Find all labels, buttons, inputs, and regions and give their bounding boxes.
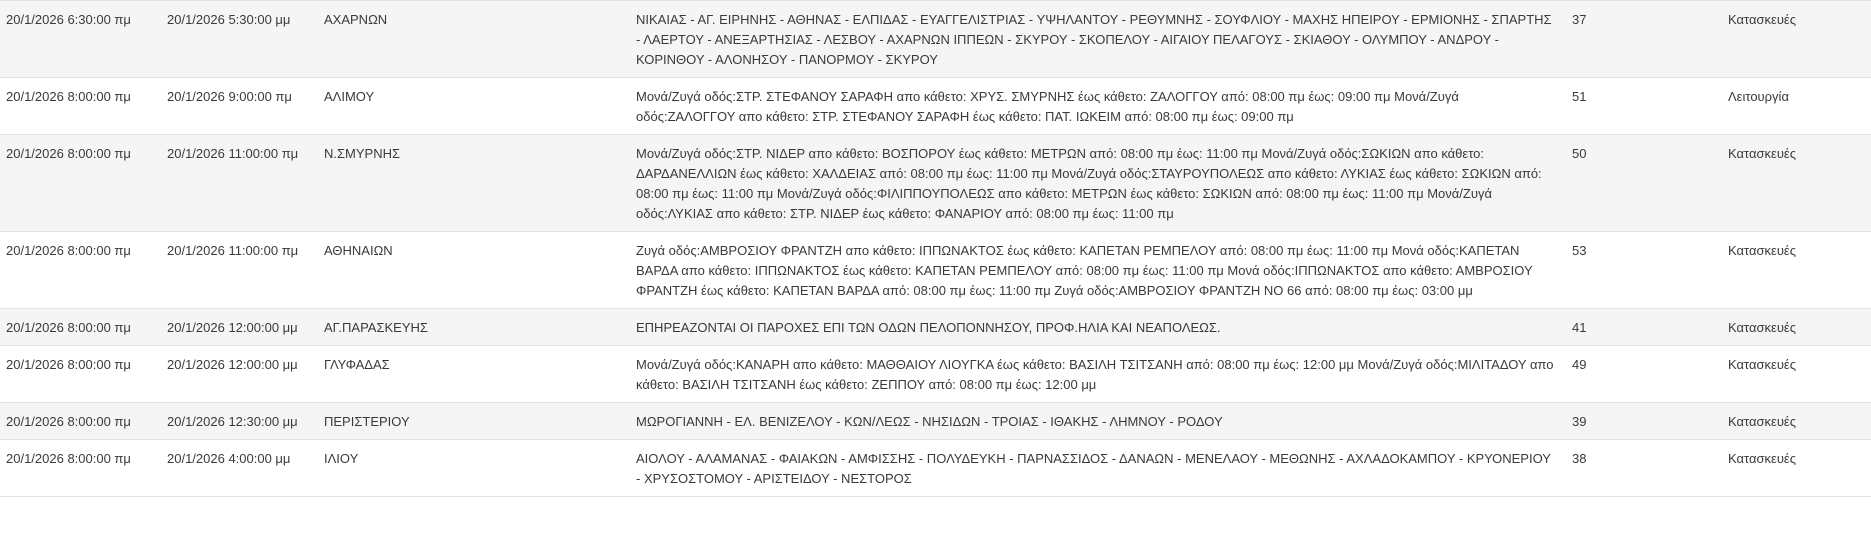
streets-cell: Ζυγά οδός:ΑΜΒΡΟΣΙΟΥ ΦΡΑΝΤΖΗ απο κάθετο: ΙΠΠΩΝΑΚΤΟΣ έως κάθετο: ΚΑΠΕΤΑΝ ΡΕΜΠΕΛΟΥ από: 08:00 πμ έως: 11:00 πμ Μονά οδός:ΚΑΠΕΤΑΝ ΒΑΡΔΑ απο κάθετο: ΙΠΠΩΝΑΚΤΟΣ έως κάθετο: ΚΑΠΕΤΑΝ ΡΕΜΠΕΛΟΥ από: 08:00 πμ έως: 11:00 πμ Μονά οδός:ΙΠΠΩΝΑΚΤΟΣ απο κάθετο: ΑΜΒΡΟΣΙΟΥ ΦΡΑΝΤΖΗ έως κάθετο: ΚΑΠΕΤΑΝ ΒΑΡΔΑ από: 08:00 πμ έως: 11:00 πμ Ζυγά οδός:ΑΜΒΡΟΣΙΟΥ ΦΡΑΝΤΖΗ ΝΟ 66 από: 08:00 πμ έως: 03:00 μμ xyxy=(636,243,1533,298)
table-row xyxy=(0,232,1871,309)
streets-cell: ΕΠΗΡΕΑΖΟΝΤΑΙ ΟΙ ΠΑΡΟΧΕΣ ΕΠΙ ΤΩΝ ΟΔΩΝ ΠΕΛΟΠΟΝΝΗΣΟΥ, ΠΡΟΦ.ΗΛΙΑ ΚΑΙ ΝΕΑΠΟΛΕΩΣ. xyxy=(636,320,1221,335)
area-cell: ΠΕΡΙΣΤΕΡΙΟΥ xyxy=(324,414,410,429)
area-cell: ΑΧΑΡΝΩΝ xyxy=(324,12,388,27)
streets-cell: Μονά/Ζυγά οδός:ΣΤΡ. ΝΙΔΕΡ απο κάθετο: ΒΟΣΠΟΡΟΥ έως κάθετο: ΜΕΤΡΩΝ από: 08:00 πμ έως: 11:00 πμ Μονά/Ζυγά οδός:ΣΩΚΙΩΝ απο κάθετο: ΔΑΡΔΑΝΕΛΛΙΩΝ έως κάθετο: ΧΑΛΔΕΙΑΣ από: 08:00 πμ έως: 11:00 πμ Μονά/Ζυγά οδός:ΣΤΑΥΡΟΥΠΟΛΕΩΣ απο κάθετο: ΛΥΚΙΑΣ έως κάθετο: ΣΩΚΙΩΝ από: 08:00 πμ έως: 11:00 πμ Μονά/Ζυγά οδός:ΦΙΛΙΠΠΟΥΠΟΛΕΩΣ απο κάθετο: ΜΕΤΡΩΝ έως κάθετο: ΣΩΚΙΩΝ από: 08:00 πμ έως: 11:00 πμ Μονά/Ζυγά οδός:ΛΥΚΙΑΣ απο κάθετο: ΣΤΡ. ΝΙΔΕΡ έως κάθετο: ΦΑΝΑΡΙΟΥ από: 08:00 πμ έως: 11:00 πμ xyxy=(636,146,1542,221)
number-cell: 41 xyxy=(1572,320,1587,335)
end-time-cell: 20/1/2026 12:00:00 μμ xyxy=(167,320,298,335)
area-cell: ΑΘΗΝΑΙΩΝ xyxy=(324,243,393,258)
number-cell: 37 xyxy=(1572,12,1587,27)
type-cell: Κατασκευές xyxy=(1728,320,1796,335)
type-cell: Λειτουργία xyxy=(1728,89,1789,104)
end-time-cell: 20/1/2026 12:30:00 μμ xyxy=(167,414,298,429)
number-cell: 51 xyxy=(1572,89,1587,104)
end-time-cell: 20/1/2026 5:30:00 μμ xyxy=(167,12,291,27)
table-row xyxy=(0,440,1871,497)
type-cell: Κατασκευές xyxy=(1728,243,1796,258)
area-cell: Ν.ΣΜΥΡΝΗΣ xyxy=(324,146,401,161)
number-cell: 39 xyxy=(1572,414,1587,429)
end-time-cell: 20/1/2026 11:00:00 πμ xyxy=(167,146,299,161)
start-time-cell: 20/1/2026 8:00:00 πμ xyxy=(6,146,131,161)
number-cell: 53 xyxy=(1572,243,1587,258)
table-row xyxy=(0,346,1871,403)
number-cell: 49 xyxy=(1572,357,1587,372)
type-cell: Κατασκευές xyxy=(1728,451,1796,466)
end-time-cell: 20/1/2026 11:00:00 πμ xyxy=(167,243,299,258)
table-row xyxy=(0,78,1871,135)
streets-cell: Μονά/Ζυγά οδός:ΚΑΝΑΡΗ απο κάθετο: ΜΑΘΘΑΙΟΥ ΛΙΟΥΓΚΑ έως κάθετο: ΒΑΣΙΛΗ ΤΣΙΤΣΑΝΗ από: 08:00 πμ έως: 12:00 μμ Μονά/Ζυγά οδός:ΜΙΛΙΤΑΔΟΥ απο κάθετο: ΒΑΣΙΛΗ ΤΣΙΤΣΑΝΗ έως κάθετο: ΖΕΠΠΟΥ από: 08:00 πμ έως: 12:00 μμ xyxy=(636,357,1554,392)
area-cell: ΙΛΙΟΥ xyxy=(324,451,359,466)
number-cell: 38 xyxy=(1572,451,1587,466)
streets-cell: ΑΙΟΛΟΥ - ΑΛΑΜΑΝΑΣ - ΦΑΙΑΚΩΝ - ΑΜΦΙΣΣΗΣ - ΠΟΛΥΔΕΥΚΗ - ΠΑΡΝΑΣΣΙΔΟΣ - ΔΑΝΑΩΝ - ΜΕΝΕΛΑΟΥ - ΜΕΘΩΝΗΣ - ΑΧΛΑΔΟΚΑΜΠΟΥ - ΚΡΥΟΝΕΡΙΟΥ - ΧΡΥΣΟΣΤΟΜΟΥ - ΑΡΙΣΤΕΙΔΟΥ - ΝΕΣΤΟΡΟΣ xyxy=(636,451,1551,486)
area-cell: ΑΓ.ΠΑΡΑΣΚΕΥΗΣ xyxy=(324,320,428,335)
table-row xyxy=(0,309,1871,346)
table-row xyxy=(0,135,1871,232)
table-row xyxy=(0,1,1871,78)
start-time-cell: 20/1/2026 8:00:00 πμ xyxy=(6,451,131,466)
type-cell: Κατασκευές xyxy=(1728,146,1796,161)
streets-cell: ΜΩΡΟΓΙΑΝΝΗ - ΕΛ. ΒΕΝΙΖΕΛΟΥ - ΚΩΝ/ΛΕΩΣ - ΝΗΣΙΔΩΝ - ΤΡΟΙΑΣ - ΙΘΑΚΗΣ - ΛΗΜΝΟΥ - ΡΟΔΟΥ xyxy=(636,414,1223,429)
type-cell: Κατασκευές xyxy=(1728,414,1796,429)
streets-cell: ΝΙΚΑΙΑΣ - ΑΓ. ΕΙΡΗΝΗΣ - ΑΘΗΝΑΣ - ΕΛΠΙΔΑΣ - ΕΥΑΓΓΕΛΙΣΤΡΙΑΣ - ΥΨΗΛΑΝΤΟΥ - ΡΕΘΥΜΝΗΣ - ΣΟΥΦΛΙΟΥ - ΜΑΧΗΣ ΗΠΕΙΡΟΥ - ΕΡΜΙΟΝΗΣ - ΣΠΑΡΤΗΣ - ΛΑΕΡΤΟΥ - ΑΝΕΞΑΡΤΗΣΙΑΣ - ΛΕΣΒΟΥ - ΑΧΑΡΝΩΝ ΙΠΠΕΩΝ - ΣΚΥΡΟΥ - ΣΚΟΠΕΛΟΥ - ΑΙΓΑΙΟΥ ΠΕΛΑΓΟΥΣ - ΣΚΙΑΘΟΥ - ΟΛΥΜΠΟΥ - ΑΝΔΡΟΥ - ΚΟΡΙΝΘΟΥ - ΑΛΟΝΗΣΟΥ - ΠΑΝΟΡΜΟΥ - ΣΚΥΡΟΥ xyxy=(636,12,1552,67)
end-time-cell: 20/1/2026 4:00:00 μμ xyxy=(167,451,291,466)
area-cell: ΑΛΙΜΟΥ xyxy=(324,89,375,104)
number-cell: 50 xyxy=(1572,146,1587,161)
start-time-cell: 20/1/2026 8:00:00 πμ xyxy=(6,89,131,104)
start-time-cell: 20/1/2026 8:00:00 πμ xyxy=(6,414,131,429)
start-time-cell: 20/1/2026 8:00:00 πμ xyxy=(6,243,131,258)
end-time-cell: 20/1/2026 12:00:00 μμ xyxy=(167,357,298,372)
streets-cell: Μονά/Ζυγά οδός:ΣΤΡ. ΣΤΕΦΑΝΟΥ ΣΑΡΑΦΗ απο κάθετο: ΧΡΥΣ. ΣΜΥΡΝΗΣ έως κάθετο: ΖΑΛΟΓΓΟΥ από: 08:00 πμ έως: 09:00 πμ Μονά/Ζυγά οδός:ΖΑΛΟΓΓΟΥ απο κάθετο: ΣΤΡ. ΣΤΕΦΑΝΟΥ ΣΑΡΑΦΗ έως κάθετο: ΠΑΤ. ΙΩΚΕΙΜ από: 08:00 πμ έως: 09:00 πμ xyxy=(636,89,1459,124)
area-cell: ΓΛΥΦΑΔΑΣ xyxy=(324,357,390,372)
start-time-cell: 20/1/2026 8:00:00 πμ xyxy=(6,320,131,335)
end-time-cell: 20/1/2026 9:00:00 πμ xyxy=(167,89,292,104)
start-time-cell: 20/1/2026 8:00:00 πμ xyxy=(6,357,131,372)
type-cell: Κατασκευές xyxy=(1728,12,1796,27)
type-cell: Κατασκευές xyxy=(1728,357,1796,372)
table-row xyxy=(0,403,1871,440)
start-time-cell: 20/1/2026 6:30:00 πμ xyxy=(6,12,131,27)
